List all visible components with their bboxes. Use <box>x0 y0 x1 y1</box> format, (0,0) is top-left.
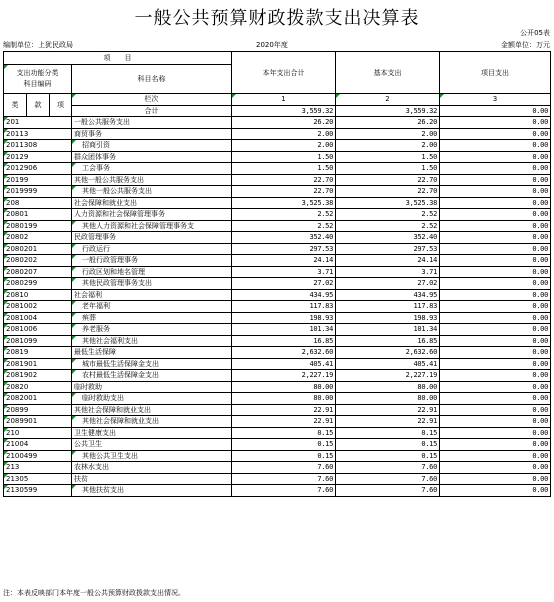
row-basic: 16.85 <box>336 335 440 347</box>
row-code: 2080202 <box>4 255 72 267</box>
row-project: 0.00 <box>440 232 551 244</box>
header-kind: 类 <box>4 94 27 117</box>
row-project: 0.00 <box>440 266 551 278</box>
row-code: 20820 <box>4 381 72 393</box>
row-basic: 7.60 <box>336 485 440 497</box>
row-basic: 0.15 <box>336 427 440 439</box>
table-row <box>4 358 551 370</box>
row-project: 0.00 <box>440 278 551 290</box>
row-total: 24.14 <box>232 255 336 267</box>
row-basic: 405.41 <box>336 358 440 370</box>
row-name: 一般行政管理事务 <box>72 255 232 267</box>
header-project: 项 目 <box>4 52 232 65</box>
row-project: 0.00 <box>440 301 551 313</box>
row-total: 3,525.38 <box>232 197 336 209</box>
row-project: 0.00 <box>440 197 551 209</box>
row-total: 22.91 <box>232 404 336 416</box>
row-basic: 26.20 <box>336 117 440 129</box>
row-project: 0.00 <box>440 163 551 175</box>
table-row <box>4 416 551 428</box>
amount-unit: 金额单位：万元 <box>501 41 550 49</box>
row-total: 405.41 <box>232 358 336 370</box>
row-name: 群众团体事务 <box>72 151 232 163</box>
header-func-code: 支出功能分类 科目编码 <box>4 65 72 94</box>
row-total: 22.70 <box>232 174 336 186</box>
row-name: 农林水支出 <box>72 462 232 474</box>
row-basic: 117.83 <box>336 301 440 313</box>
row-name: 临时救助 <box>72 381 232 393</box>
row-total: 2.52 <box>232 220 336 232</box>
row-name: 其他民政管理事务支出 <box>72 278 232 290</box>
row-code: 2100499 <box>4 450 72 462</box>
row-project: 0.00 <box>440 117 551 129</box>
row-name: 其他一般公共服务支出 <box>72 174 232 186</box>
table-row <box>4 117 551 129</box>
row-project: 0.00 <box>440 404 551 416</box>
row-code: 213 <box>4 462 72 474</box>
row-code: 20810 <box>4 289 72 301</box>
row-code: 2011308 <box>4 140 72 152</box>
row-basic: 101.34 <box>336 324 440 336</box>
expenditure-table <box>3 51 551 497</box>
row-project: 0.00 <box>440 485 551 497</box>
row-total: 1.50 <box>232 163 336 175</box>
row-project: 0.00 <box>440 450 551 462</box>
row-project: 0.00 <box>440 427 551 439</box>
row-name: 其他人力资源和社会保障管理事务支 <box>72 220 232 232</box>
row-basic: 22.91 <box>336 416 440 428</box>
row-name: 其他社会保障和就业支出 <box>72 404 232 416</box>
table-row <box>4 347 551 359</box>
row-total: 0.15 <box>232 450 336 462</box>
header-item: 项 <box>50 94 72 117</box>
row-basic: 7.60 <box>336 462 440 474</box>
row-basic: 2.52 <box>336 220 440 232</box>
row-code: 2080207 <box>4 266 72 278</box>
row-basic: 2.00 <box>336 140 440 152</box>
row-basic: 7.60 <box>336 473 440 485</box>
table-row <box>4 439 551 451</box>
table-row <box>4 186 551 198</box>
row-code: 2081004 <box>4 312 72 324</box>
table-row <box>4 485 551 497</box>
row-name: 其他扶贫支出 <box>72 485 232 497</box>
header-subject-name: 科目名称 <box>72 65 232 94</box>
table-row <box>4 151 551 163</box>
table-row <box>4 370 551 382</box>
header-col-num-1: 1 <box>232 94 336 106</box>
row-total: 0.15 <box>232 439 336 451</box>
row-total: 27.02 <box>232 278 336 290</box>
table-row <box>4 462 551 474</box>
row-code: 2080299 <box>4 278 72 290</box>
row-total: 352.40 <box>232 232 336 244</box>
row-total: 1.50 <box>232 151 336 163</box>
row-project: 0.00 <box>440 335 551 347</box>
table-row <box>4 278 551 290</box>
row-code: 208 <box>4 197 72 209</box>
row-code: 2080199 <box>4 220 72 232</box>
total-expenditure: 3,559.32 <box>232 105 336 117</box>
row-project: 0.00 <box>440 209 551 221</box>
row-name: 社会保障和就业支出 <box>72 197 232 209</box>
table-row <box>4 381 551 393</box>
row-code: 2080201 <box>4 243 72 255</box>
row-name: 卫生健康支出 <box>72 427 232 439</box>
row-basic: 80.00 <box>336 381 440 393</box>
row-name: 农村最低生活保障金支出 <box>72 370 232 382</box>
row-basic: 27.02 <box>336 278 440 290</box>
row-name: 民政管理事务 <box>72 232 232 244</box>
row-code: 2081006 <box>4 324 72 336</box>
table-row <box>4 174 551 186</box>
row-name: 其他社会保障和就业支出 <box>72 416 232 428</box>
row-basic: 1.50 <box>336 163 440 175</box>
row-name: 殡葬 <box>72 312 232 324</box>
header-line-no: 栏次 <box>72 94 232 106</box>
row-project: 0.00 <box>440 358 551 370</box>
row-name: 城市最低生活保障金支出 <box>72 358 232 370</box>
row-basic: 1.50 <box>336 151 440 163</box>
row-name: 其他社会福利支出 <box>72 335 232 347</box>
fiscal-year: 2020年度 <box>256 41 288 49</box>
row-project: 0.00 <box>440 140 551 152</box>
row-basic: 3.71 <box>336 266 440 278</box>
table-row <box>4 197 551 209</box>
row-project: 0.00 <box>440 416 551 428</box>
row-total: 2.52 <box>232 209 336 221</box>
row-project: 0.00 <box>440 312 551 324</box>
row-basic: 2.52 <box>336 209 440 221</box>
row-name: 其他公共卫生支出 <box>72 450 232 462</box>
row-total: 2.00 <box>232 128 336 140</box>
row-code: 21004 <box>4 439 72 451</box>
table-row <box>4 289 551 301</box>
row-code: 20199 <box>4 174 72 186</box>
row-code: 2012906 <box>4 163 72 175</box>
table-row <box>4 266 551 278</box>
row-basic: 297.53 <box>336 243 440 255</box>
total-project: 0.00 <box>440 105 551 117</box>
row-total: 117.83 <box>232 301 336 313</box>
row-project: 0.00 <box>440 347 551 359</box>
table-row <box>4 427 551 439</box>
row-project: 0.00 <box>440 151 551 163</box>
row-name: 招商引资 <box>72 140 232 152</box>
table-row <box>4 324 551 336</box>
table-row <box>4 209 551 221</box>
sheet-number: 公开05表 <box>520 29 550 37</box>
row-basic: 352.40 <box>336 232 440 244</box>
row-name: 公共卫生 <box>72 439 232 451</box>
row-name: 最低生活保障 <box>72 347 232 359</box>
row-basic: 0.15 <box>336 450 440 462</box>
row-code: 20129 <box>4 151 72 163</box>
compiling-unit: 编制单位：上犹民政局 <box>3 41 73 49</box>
row-project: 0.00 <box>440 324 551 336</box>
total-label: 合计 <box>72 105 232 117</box>
row-basic: 22.70 <box>336 186 440 198</box>
row-code: 20113 <box>4 128 72 140</box>
row-name: 社会福利 <box>72 289 232 301</box>
row-code: 2081099 <box>4 335 72 347</box>
row-project: 0.00 <box>440 174 551 186</box>
row-basic: 198.93 <box>336 312 440 324</box>
row-name: 人力资源和社会保障管理事务 <box>72 209 232 221</box>
row-name: 养老服务 <box>72 324 232 336</box>
row-code: 2019999 <box>4 186 72 198</box>
row-total: 7.60 <box>232 473 336 485</box>
row-basic: 24.14 <box>336 255 440 267</box>
row-project: 0.00 <box>440 473 551 485</box>
table-row <box>4 255 551 267</box>
row-name: 工会事务 <box>72 163 232 175</box>
table-row <box>4 232 551 244</box>
row-name: 商贸事务 <box>72 128 232 140</box>
row-total: 80.00 <box>232 393 336 405</box>
row-project: 0.00 <box>440 289 551 301</box>
row-code: 210 <box>4 427 72 439</box>
table-row <box>4 312 551 324</box>
total-basic: 3,559.32 <box>336 105 440 117</box>
row-basic: 3,525.38 <box>336 197 440 209</box>
table-row <box>4 404 551 416</box>
row-code: 20899 <box>4 404 72 416</box>
row-project: 0.00 <box>440 255 551 267</box>
row-total: 22.70 <box>232 186 336 198</box>
row-total: 22.91 <box>232 416 336 428</box>
footnote: 注：本表反映部门本年度一般公共预算财政拨款支出情况。 <box>3 589 185 597</box>
row-name: 扶贫 <box>72 473 232 485</box>
table-row <box>4 473 551 485</box>
row-name: 老年福利 <box>72 301 232 313</box>
row-total: 101.34 <box>232 324 336 336</box>
row-basic: 434.95 <box>336 289 440 301</box>
table-row <box>4 450 551 462</box>
row-project: 0.00 <box>440 243 551 255</box>
header-col-num-3: 3 <box>440 94 551 106</box>
table-row <box>4 163 551 175</box>
row-code: 2081901 <box>4 358 72 370</box>
table-row <box>4 393 551 405</box>
row-basic: 0.15 <box>336 439 440 451</box>
header-col-num-2: 2 <box>336 94 440 106</box>
row-total: 297.53 <box>232 243 336 255</box>
row-total: 80.00 <box>232 381 336 393</box>
page-title: 一般公共预算财政拨款支出决算表 <box>134 8 420 29</box>
row-name: 行政区划和地名管理 <box>72 266 232 278</box>
table-row <box>4 220 551 232</box>
row-basic: 80.00 <box>336 393 440 405</box>
header-total-expenditure: 本年支出合计 <box>232 52 336 94</box>
row-code: 20819 <box>4 347 72 359</box>
row-code: 2081002 <box>4 301 72 313</box>
row-name: 临时救助支出 <box>72 393 232 405</box>
row-project: 0.00 <box>440 393 551 405</box>
table-row <box>4 140 551 152</box>
row-basic: 2,227.19 <box>336 370 440 382</box>
row-total: 2,227.19 <box>232 370 336 382</box>
header-section: 款 <box>27 94 50 117</box>
row-project: 0.00 <box>440 381 551 393</box>
row-total: 3.71 <box>232 266 336 278</box>
row-project: 0.00 <box>440 439 551 451</box>
row-total: 198.93 <box>232 312 336 324</box>
table-row <box>4 301 551 313</box>
header-project-expenditure: 项目支出 <box>440 52 551 94</box>
row-code: 2081902 <box>4 370 72 382</box>
row-name: 一般公共服务支出 <box>72 117 232 129</box>
row-code: 2082001 <box>4 393 72 405</box>
table-row <box>4 128 551 140</box>
row-total: 2,632.60 <box>232 347 336 359</box>
row-code: 21305 <box>4 473 72 485</box>
row-total: 434.95 <box>232 289 336 301</box>
row-total: 0.15 <box>232 427 336 439</box>
row-code: 201 <box>4 117 72 129</box>
table-row <box>4 243 551 255</box>
row-total: 16.85 <box>232 335 336 347</box>
table-row <box>4 335 551 347</box>
row-total: 7.60 <box>232 462 336 474</box>
row-basic: 2,632.60 <box>336 347 440 359</box>
row-code: 20801 <box>4 209 72 221</box>
row-total: 7.60 <box>232 485 336 497</box>
row-code: 2089901 <box>4 416 72 428</box>
row-project: 0.00 <box>440 370 551 382</box>
row-name: 行政运行 <box>72 243 232 255</box>
row-total: 26.20 <box>232 117 336 129</box>
header-basic-expenditure: 基本支出 <box>336 52 440 94</box>
row-project: 0.00 <box>440 462 551 474</box>
row-basic: 22.70 <box>336 174 440 186</box>
row-project: 0.00 <box>440 128 551 140</box>
row-basic: 22.91 <box>336 404 440 416</box>
row-basic: 2.00 <box>336 128 440 140</box>
row-project: 0.00 <box>440 220 551 232</box>
row-code: 20802 <box>4 232 72 244</box>
row-project: 0.00 <box>440 186 551 198</box>
row-code: 2130599 <box>4 485 72 497</box>
row-name: 其他一般公共服务支出 <box>72 186 232 198</box>
row-total: 2.00 <box>232 140 336 152</box>
